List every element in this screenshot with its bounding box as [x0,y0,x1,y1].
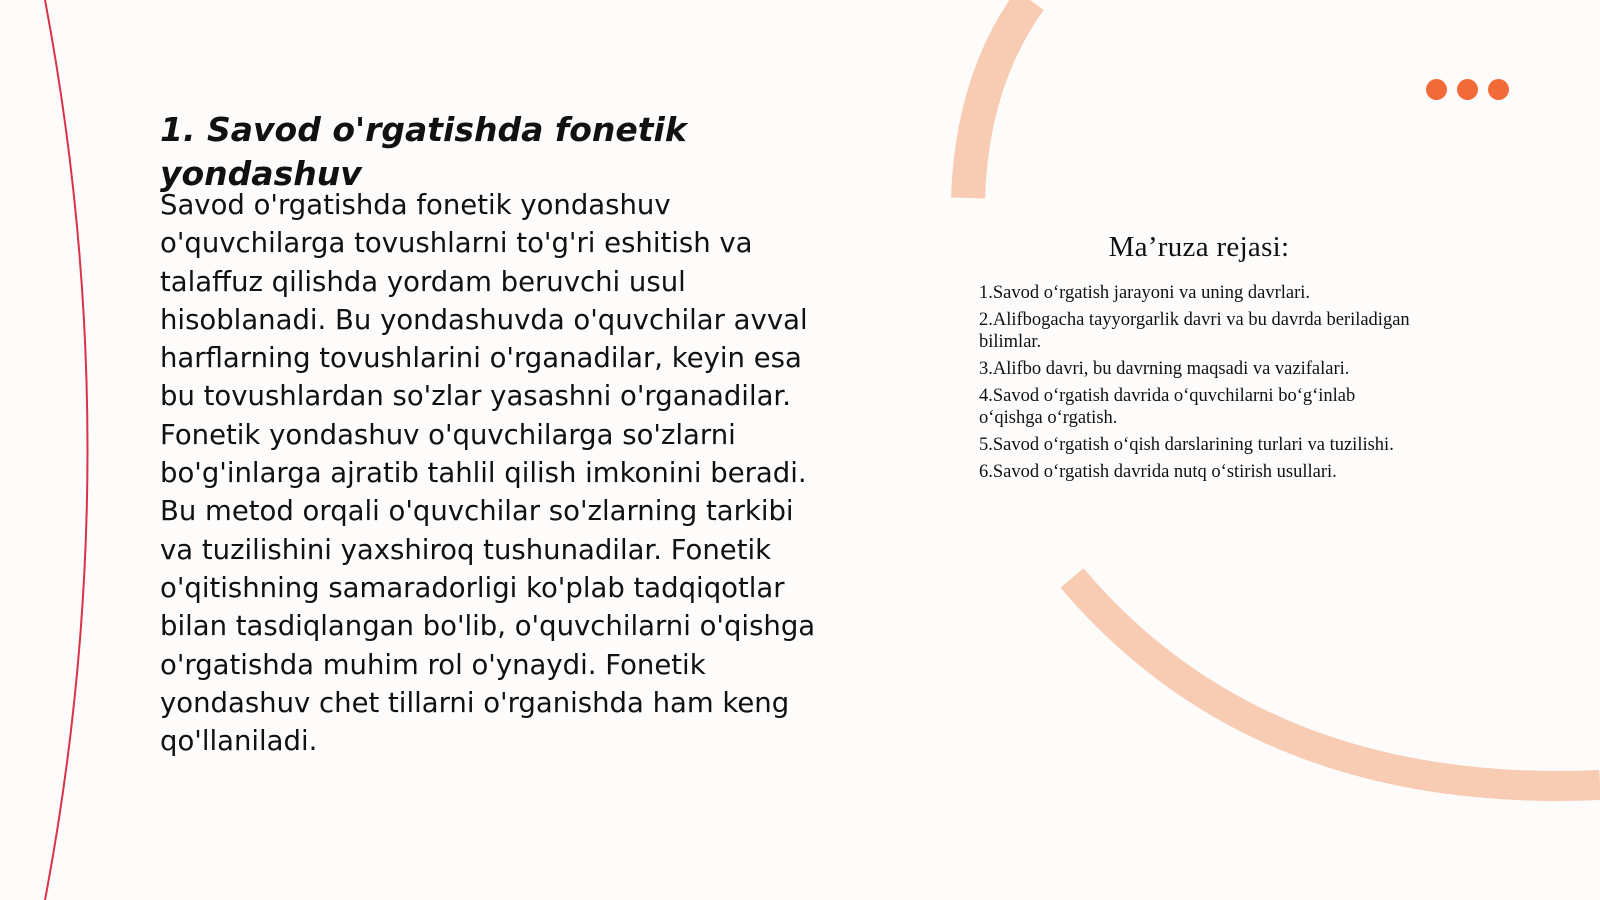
lecture-plan-title: Ma’ruza rejasi: [1108,231,1290,263]
slide-title: 1. Savod o'rgatishda fonetik yondashuv [160,110,687,193]
plan-item: 6.Savod o‘rgatish davrida nutq o‘stirish usullari. [979,462,1337,482]
plan-item: 1.Savod o‘rgatish jarayoni va uning davrlari. [979,283,1311,303]
three-dots-icon [1426,79,1509,100]
lecture-plan-list [979,282,1419,483]
plan-item: 5.Savod o‘rgatish o‘qish darslarining turlari va tuzilishi. [979,435,1394,455]
bottom-arc [1072,578,1600,786]
top-arc [968,0,1030,198]
body-text: Savod o'rgatishda fonetik yondashuv o'quvchilarga tovushlarni to'g'ri eshitish va talaffuz qilishda yordam beruvchi usul hisoblanadi. Bu yondashuvda o'quvchilar avval harflarning tovushlarini o'rganadilar, keyin esa bu tovushlardan so'zlar yasashni o'rganadilar. Fonetik yondashuv o'quvchilarga so'zlarni bo'g'inlarga ajratib tahlil qilish imkonini beradi. Bu metod orqali o'quvchilar so'zlarning tarkibi va tuzilishini yaxshiroq tushunadilar. Fonetik o'qitishning samaradorligi ko'plab tadqiqotlar bilan tasdiqlangan bo'lib, o'quvchilarni o'qishga o'rgatishda muhim rol o'ynaydi. Fonetik yondashuv chet tillarni o'rganishda ham keng qo'llaniladi. [160,189,816,758]
dot-icon [1457,79,1478,100]
left-curve-line [45,0,88,900]
plan-item: 2.Alifbogacha tayyorgarlik davri va bu davrda beriladigan bilimlar. [979,310,1410,352]
plan-item: 3.Alifbo davri, bu davrning maqsadi va vazifalari. [979,359,1350,379]
lecture-plan [979,228,1419,488]
dot-icon [1488,79,1509,100]
plan-item: 4.Savod o‘rgatish davrida o‘quvchilarni bo‘g‘inlab o‘qishga o‘rgatish. [979,386,1356,428]
dot-icon [1426,79,1447,100]
